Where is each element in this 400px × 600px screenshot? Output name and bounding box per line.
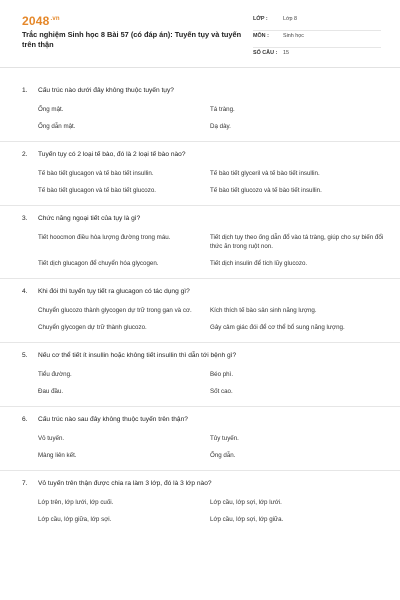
option-a[interactable]: Tiết hoocmon điều hòa lượng đường trong máu. (38, 234, 171, 241)
option-c[interactable]: Tế bào tiết glucagon và tế bào tiết glucozo. (38, 187, 156, 194)
option-a[interactable]: Vỏ tuyến. (38, 435, 65, 442)
option-c[interactable]: Màng liên kết. (38, 452, 77, 459)
meta-value: Sinh học (283, 33, 304, 39)
meta-key: MÔN : (253, 33, 269, 39)
question-number: 5. (22, 352, 28, 359)
option-d[interactable]: Dạ dày. (210, 123, 231, 130)
option-d[interactable]: Lớp cầu, lớp sợi, lớp giữa. (210, 516, 284, 523)
question-number: 3. (22, 215, 28, 222)
option-d[interactable]: Sốt cao. (210, 388, 233, 395)
option-a[interactable]: Tế bào tiết glucagon và tế bào tiết insullin. (38, 170, 154, 177)
meta-key: LỚP : (253, 16, 268, 22)
option-a[interactable]: Tiểu đường. (38, 371, 72, 378)
meta-row-count (253, 50, 381, 65)
question-text: Vỏ tuyến trên thận được chia ra làm 3 lớp, đó là 3 lớp nào? (38, 480, 212, 487)
question-7 (0, 471, 400, 534)
option-c[interactable]: Tiết dịch glucagon để chuyển hóa glycogen. (38, 260, 159, 267)
meta-key: SỐ CÂU : (253, 50, 278, 56)
option-a[interactable]: Ống mật. (38, 106, 64, 113)
meta-value: Lớp 8 (283, 16, 298, 22)
meta-row-grade (253, 16, 381, 31)
question-text: Tuyến tụy có 2 loại tế bào, đó là 2 loại tế bào nào? (38, 151, 186, 158)
question-text: Cấu trúc nào dưới đây không thuộc tuyến tụy? (38, 87, 174, 94)
question-text: Khi đói thì tuyến tụy tiết ra glucagon có tác dụng gì? (38, 288, 190, 295)
question-number: 2. (22, 151, 28, 158)
option-c[interactable]: Chuyển glycogen dự trữ thành glucozo. (38, 324, 147, 331)
option-b[interactable]: Tủy tuyến. (210, 435, 239, 442)
option-d[interactable]: Ống dẫn. (210, 452, 236, 459)
question-1 (0, 78, 400, 142)
question-list (0, 78, 400, 534)
option-c[interactable]: Đau đầu. (38, 388, 64, 395)
option-b[interactable]: Kích thích tế bào sản sinh năng lượng. (210, 307, 317, 314)
option-d[interactable]: Tế bào tiết glucozo và tế bào tiết insullin. (210, 187, 322, 194)
question-number: 7. (22, 480, 28, 487)
option-b[interactable]: Tế bào tiết glyceril và tế bào tiết insullin. (210, 170, 320, 177)
question-text: Cấu trúc nào sau đây không thuộc tuyến trên thận? (38, 416, 188, 423)
question-number: 6. (22, 416, 28, 423)
question-3 (0, 206, 400, 279)
question-number: 4. (22, 288, 28, 295)
question-number: 1. (22, 87, 28, 94)
meta-value: 15 (283, 50, 289, 56)
option-b[interactable]: Tiết dịch tụy theo ống dẫn đổ vào tá tràng, giúp cho sự biến đổi thức ăn trong ruột non. (210, 234, 384, 250)
option-c[interactable]: Lớp cầu, lớp giữa, lớp sợi. (38, 516, 112, 523)
question-4 (0, 279, 400, 343)
site-logo[interactable]: $2048^{.vn}$ (22, 14, 60, 28)
header (0, 0, 400, 68)
question-text: Nếu cơ thể tiết ít insullin hoặc không tiết insullin thì dẫn tới bệnh gì? (38, 352, 237, 359)
option-a[interactable]: Chuyển glucozo thành glycogen dự trữ trong gan và cơ. (38, 307, 192, 314)
option-b[interactable]: Béo phì. (210, 371, 234, 378)
option-d[interactable]: Tiết dịch insulin để tích lũy glucozo. (210, 260, 308, 267)
question-6 (0, 407, 400, 471)
meta-info (253, 16, 381, 67)
question-5 (0, 343, 400, 407)
meta-row-subject (253, 33, 381, 48)
option-d[interactable]: Gây cảm giác đói để cơ thể bổ sung năng lượng. (210, 324, 345, 331)
option-b[interactable]: Tá tràng. (210, 106, 235, 113)
option-a[interactable]: Lớp trên, lớp lưới, lớp cuối. (38, 499, 114, 506)
option-c[interactable]: Ống dẫn mật. (38, 123, 76, 130)
option-b[interactable]: Lớp cầu, lớp sợi, lớp lưới. (210, 499, 282, 506)
question-2 (0, 142, 400, 206)
question-text: Chức năng ngoại tiết của tụy là gì? (38, 215, 141, 222)
document-title: Trắc nghiệm Sinh học 8 Bài 57 (có đáp án): Tuyến tụy và tuyến trên thận (22, 30, 242, 49)
